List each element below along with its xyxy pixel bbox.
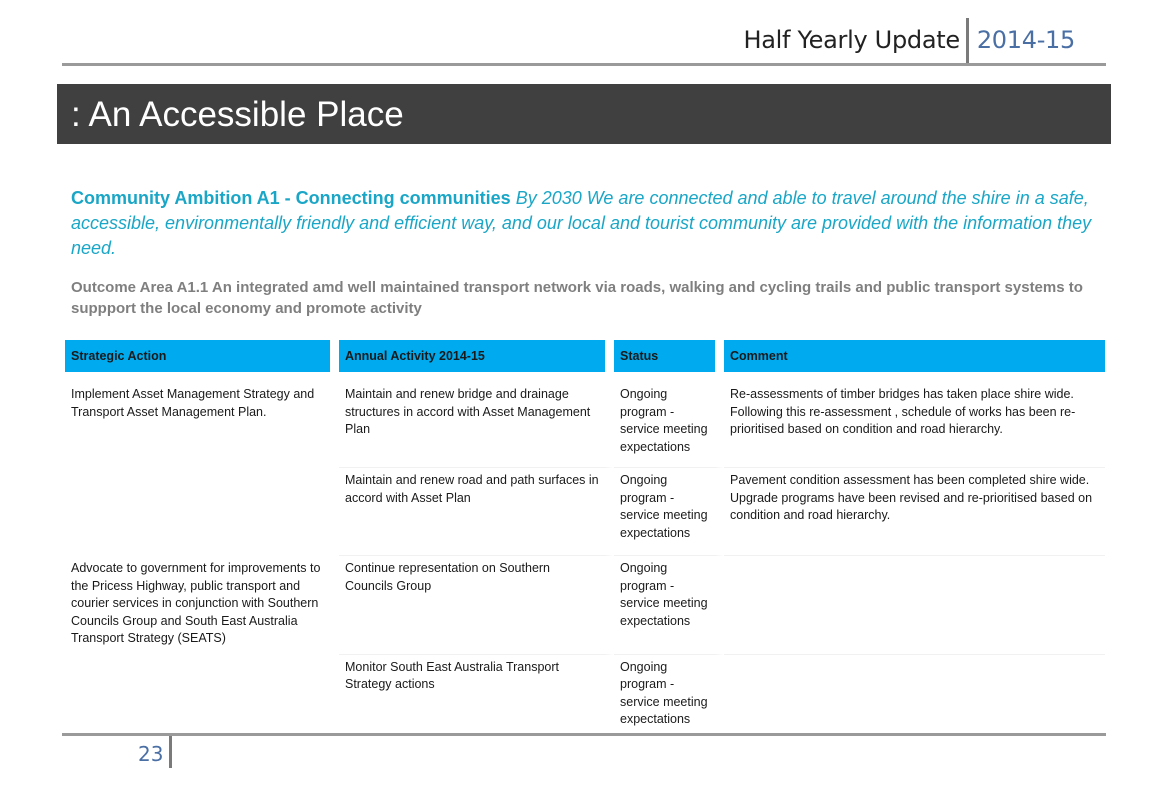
strategic-action-cell bbox=[65, 468, 339, 556]
comment-cell bbox=[724, 655, 1105, 743]
page-number-divider bbox=[169, 736, 172, 768]
table-row bbox=[65, 556, 1105, 655]
status-cell: Ongoing program - service meeting expectations bbox=[614, 556, 724, 655]
table-spacer bbox=[65, 372, 1105, 382]
activity-cell: Maintain and renew bridge and drainage structures in accord with Asset Management Plan bbox=[339, 382, 614, 468]
section-banner bbox=[57, 84, 1111, 144]
report-title: Half Yearly Update bbox=[743, 26, 960, 54]
table-row bbox=[65, 382, 1105, 468]
table-row bbox=[65, 655, 1105, 743]
activity-cell: Maintain and renew road and path surfaces in accord with Asset Plan bbox=[339, 468, 614, 556]
ambition-description: By 2030 We are connected and able to travel around the shire in a safe, accessible, environmentally friendly and efficient way, and our local and tourist community are provided with the information they need. bbox=[71, 188, 1092, 258]
page-header bbox=[743, 18, 1075, 64]
strategic-action-cell: Implement Asset Management Strategy and Transport Asset Management Plan. bbox=[65, 382, 339, 468]
outcome-area: Outcome Area A1.1 An integrated amd well maintained transport network via roads, walking and cycling trails and public transport systems to suppport the local economy and promote activity bbox=[71, 279, 1083, 317]
column-header-strategic-action: Strategic Action bbox=[65, 340, 339, 372]
action-table bbox=[65, 340, 1105, 743]
column-header-comment: Comment bbox=[724, 340, 1105, 372]
activity-cell: Continue representation on Southern Councils Group bbox=[339, 556, 614, 655]
status-cell: Ongoing program - service meeting expectations bbox=[614, 655, 724, 743]
status-cell: Ongoing program - service meeting expectations bbox=[614, 468, 724, 556]
section-title: : An Accessible Place bbox=[71, 95, 404, 134]
footer-rule bbox=[62, 733, 1106, 736]
community-ambition bbox=[71, 186, 1101, 261]
strategic-action-cell: Advocate to government for improvements to the Pricess Highway, public transport and courier services in conjunction with Southern Councils Group and South East Australia Transport Strategy (SEATS) bbox=[65, 556, 339, 655]
activity-cell: Monitor South East Australia Transport Strategy actions bbox=[339, 655, 614, 743]
page-number: 23 bbox=[138, 742, 164, 766]
comment-cell: Re-assessments of timber bridges has taken place shire wide. Following this re-assessment , schedule of works has been re-prioritised based on condition and road hierarchy. bbox=[724, 382, 1105, 468]
table-row bbox=[65, 468, 1105, 556]
ambition-heading: Community Ambition A1 - Connecting communities bbox=[71, 188, 511, 208]
strategic-action-cell bbox=[65, 655, 339, 743]
comment-cell: Pavement condition assessment has been completed shire wide. Upgrade programs have been revised and re-prioritised based on condition and road hierarchy. bbox=[724, 468, 1105, 556]
comment-cell bbox=[724, 556, 1105, 655]
status-cell: Ongoing program - service meeting expectations bbox=[614, 382, 724, 468]
column-header-annual-activity: Annual Activity 2014-15 bbox=[339, 340, 614, 372]
header-rule bbox=[62, 63, 1106, 66]
report-year: 2014-15 bbox=[976, 26, 1075, 54]
column-header-status: Status bbox=[614, 340, 724, 372]
table-header-row bbox=[65, 340, 1105, 372]
